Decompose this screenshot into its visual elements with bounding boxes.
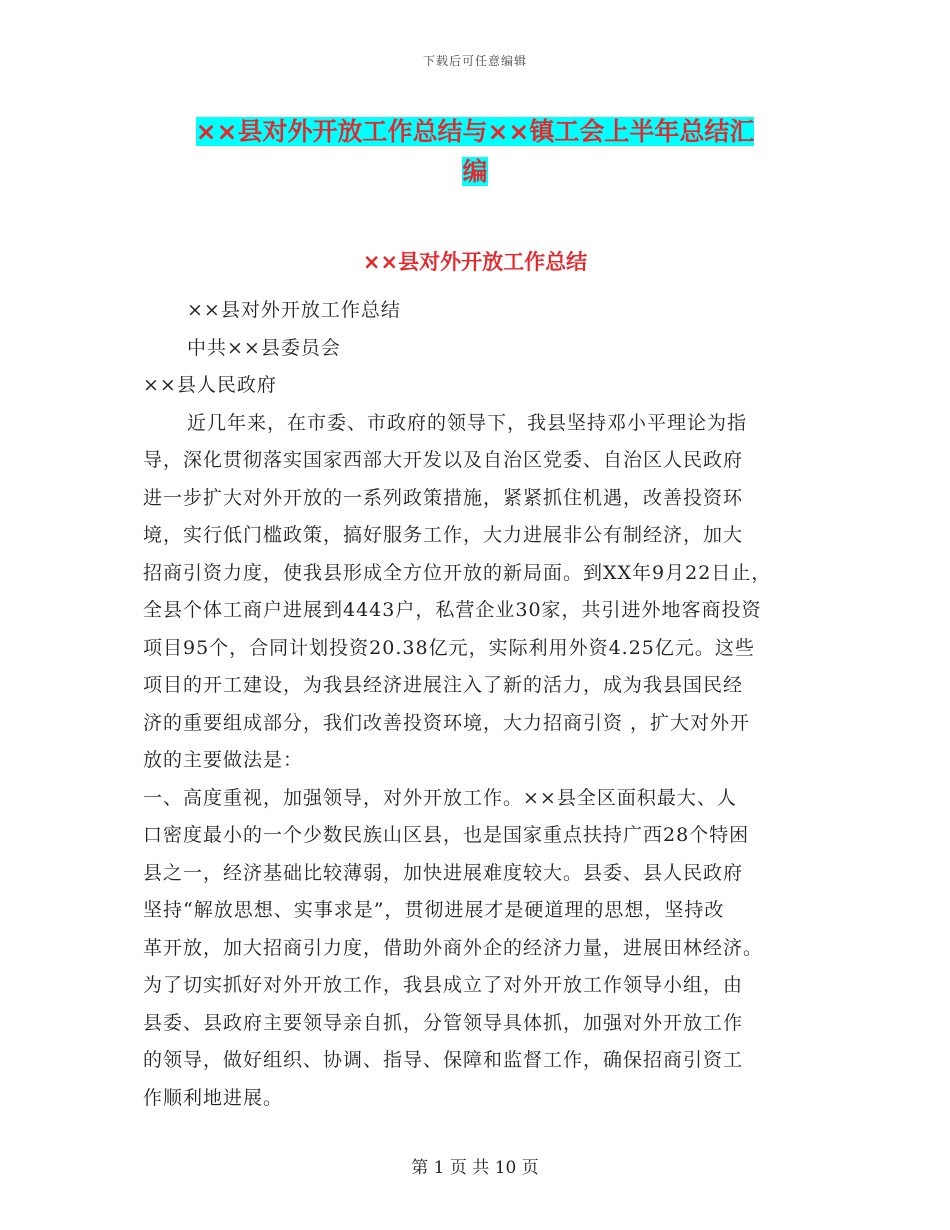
body-line: ××县人民政府 [143,374,277,396]
body-line: 项目的开工建设，为我县经济进展注入了新的活力，成为我县国民经 [143,674,744,696]
body-line: 济的重要组成部分，我们改善投资环境，大力招商引资 ，扩大对外开 [143,711,751,734]
body-line: 口密度最小的一个少数民族山区县，也是国家重点扶持广西28个特困 [143,824,750,846]
body-line: 坚持“解放思想、实事求是”，贯彻进展才是硬道理的思想，坚持改 [143,899,725,921]
body-line: 一、高度重视，加强领导，对外开放工作。××县全区面积最大、人 [143,786,737,809]
body-line: 近几年来，在市委、市政府的领导下，我县坚持邓小平理论为指 [187,411,748,434]
body-line: 项目95个，合同计划投资20.38亿元，实际利用外资4.25亿元。这些 [143,636,755,659]
body-line: 境，实行低门槛政策，搞好服务工作，大力进展非公有制经济，加大 [143,524,744,546]
document-title-line1: ××县对外开放工作总结与××镇工会上半年总结汇 [195,117,755,146]
body-line: 革开放，加大招商引力度，借助外商外企的经济力量，进展田林经济。 [143,936,764,959]
body-line: ××县对外开放工作总结 [187,299,401,321]
body-line: 的领导，做好组织、协调、指导、保障和监督工作，确保招商引资工 [143,1049,744,1071]
section-title: ××县对外开放工作总结 [362,250,588,274]
body-line: 中共××县委员会 [187,336,341,359]
document-title [0,112,950,192]
page-header: 下载后可任意编辑 [422,54,527,68]
body-line: 县委、县政府主要领导亲自抓，分管领导具体抓，加强对外开放工作 [143,1011,744,1034]
body-line: 招商引资力度，使我县形成全方位开放的新局面。到XX年9月22日止， [143,561,772,584]
document-body [143,292,823,1117]
body-line: 作顺利地进展。 [143,1086,284,1109]
body-line: 放的主要做法是： [143,749,304,771]
body-line: 全县个体工商户进展到4443户，私营企业30家，共引进外地客商投资 [143,599,762,621]
document-title-line2: 编 [462,157,488,186]
body-line: 为了切实抓好对外开放工作，我县成立了对外开放工作领导小组，由 [143,974,744,996]
body-line: 县之一，经济基础比较薄弱，加快进展难度较大。县委、县人民政府 [143,861,744,884]
page-footer: 第 1 页 共 10 页 [411,1158,539,1178]
body-line: 导，深化贯彻落实国家西部大开发以及自治区党委、自治区人民政府 [143,449,744,471]
body-line: 进一步扩大对外开放的一系列政策措施，紧紧抓住机遇，改善投资环 [143,486,744,509]
